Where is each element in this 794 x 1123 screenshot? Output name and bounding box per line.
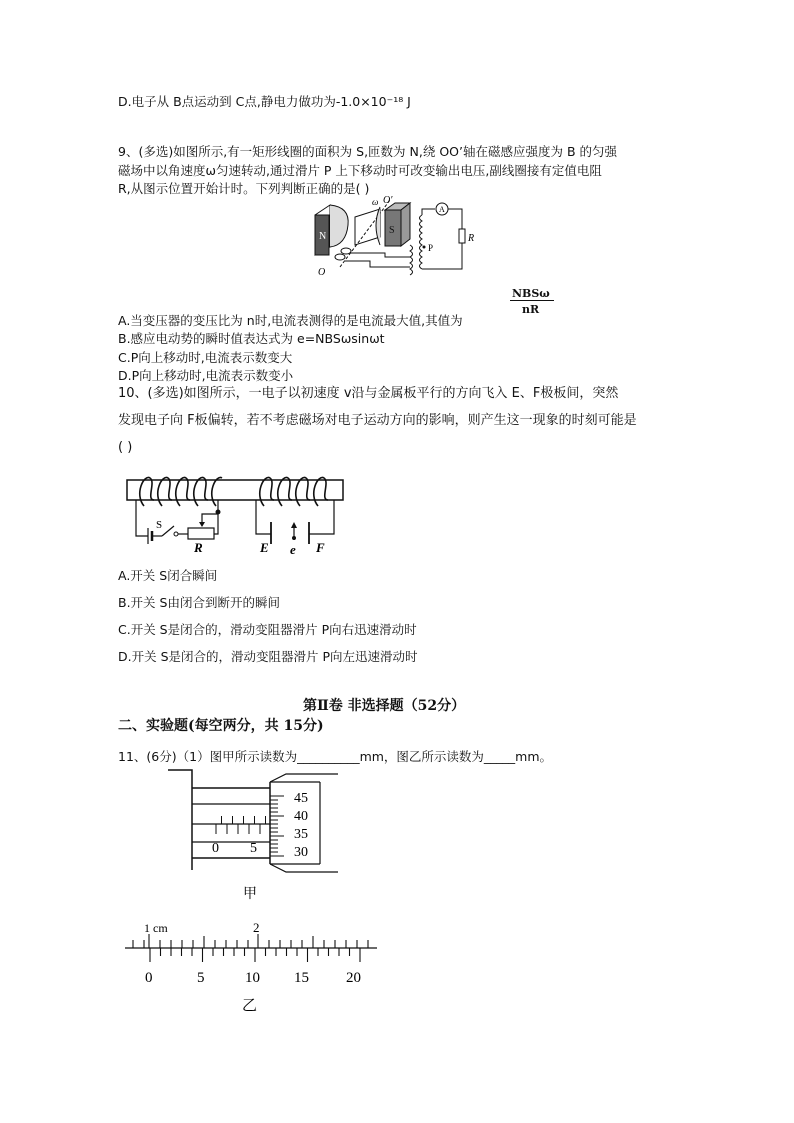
micrometer-scale-40: 40	[294, 809, 308, 824]
q9-label-r: R	[468, 233, 475, 244]
q9-label-o-bottom: O	[318, 267, 326, 278]
q10-circuit-figure	[124, 470, 346, 556]
q10-stem-line2: 发现电子向 F板偏转，若不考虑磁场对电子运动方向的影响，则产生这一现象的时刻可能是	[118, 413, 637, 428]
caliper-vernier-label-15: 15	[294, 970, 309, 986]
caliper-main-label-1cm: 1 cm	[144, 921, 168, 935]
caliper-vernier-label-0: 0	[145, 970, 153, 986]
q10-option-b: B.开关 S由闭合到断开的瞬间	[118, 595, 280, 610]
q10-option-a: A.开关 S闭合瞬间	[118, 568, 218, 583]
q9-option-d: D.P向上移动时,电流表示数变小	[118, 368, 294, 383]
q10-stem-line3: ( )	[118, 440, 133, 455]
q9-fraction-bar	[510, 300, 554, 301]
micrometer-scale-35: 35	[294, 827, 308, 842]
q9-label-omega: ω	[372, 197, 379, 207]
q9-label-s: S	[389, 225, 395, 236]
q9-stem-line2: 磁场中以角速度ω匀速转动,通过滑片 P 上下移动时可改变输出电压,副线圈接有定值电阻	[118, 163, 602, 178]
micrometer-scale-45: 45	[294, 791, 308, 806]
micrometer-main-label-5: 5	[250, 841, 257, 856]
caliper-caption: 乙	[242, 998, 258, 1014]
q10-label-e: E	[260, 540, 269, 555]
q10-label-r: R	[194, 540, 203, 555]
caliper-vernier-label-10: 10	[245, 970, 260, 986]
q9-option-b: B.感应电动势的瞬时值表达式为 e=NBSωsinωt	[118, 331, 385, 346]
q9-option-a: A.当变压器的变压比为 n时,电流表测得的是电流最大值,其值为	[118, 313, 463, 328]
q9-stem-line1: 9、(多选)如图所示,有一矩形线圈的面积为 S,匝数为 N,绕 OO’轴在磁感应强度为 B 的匀强	[118, 144, 618, 159]
micrometer-caption: 甲	[243, 887, 257, 902]
q9-option-c: C.P向上移动时,电流表示数变大	[118, 350, 293, 365]
q9-label-n: N	[319, 231, 327, 242]
q11-stem: 11、(6分)（1）图甲所示读数为__________mm，图乙所示读数为_____mm。	[118, 749, 553, 764]
q10-label-electron: e	[290, 542, 296, 557]
vernier-caliper-figure	[125, 918, 380, 1014]
q8-option-d: D.电子从 B点运动到 C点,静电力做功为-1.0×10⁻¹⁸ J	[118, 94, 411, 109]
q9-fraction-denominator: nR	[522, 303, 540, 316]
part2-section-heading: 二、实验题(每空两分，共 15分)	[118, 718, 324, 734]
q10-label-f: F	[316, 540, 325, 555]
q9-stem-line3: R,从图示位置开始计时。下列判断正确的是( )	[118, 181, 370, 196]
q9-generator-transformer-figure	[310, 195, 490, 280]
q10-label-s: S	[156, 519, 163, 531]
q9-fraction-numerator: NBSω	[512, 287, 550, 300]
q10-stem-line1: 10、(多选)如图所示，一电子以初速度 v沿与金属板平行的方向飞入 E、F极板间，突然	[118, 386, 619, 401]
q9-label-ammeter: A	[439, 205, 445, 214]
caliper-vernier-label-20: 20	[346, 970, 361, 986]
q9-label-p: P	[428, 243, 434, 253]
q9-label-o-top: O′	[383, 195, 393, 206]
micrometer-figure	[168, 770, 338, 900]
caliper-vernier-label-5: 5	[197, 970, 205, 986]
micrometer-main-label-0: 0	[212, 841, 219, 856]
part2-title: 第Ⅱ卷 非选择题（52分）	[303, 698, 466, 714]
caliper-main-label-2: 2	[253, 920, 260, 935]
q10-option-d: D.开关 S是闭合的，滑动变阻器滑片 P向左迅速滑动时	[118, 649, 418, 664]
q10-option-c: C.开关 S是闭合的，滑动变阻器滑片 P向右迅速滑动时	[118, 622, 417, 637]
micrometer-scale-30: 30	[294, 845, 308, 860]
